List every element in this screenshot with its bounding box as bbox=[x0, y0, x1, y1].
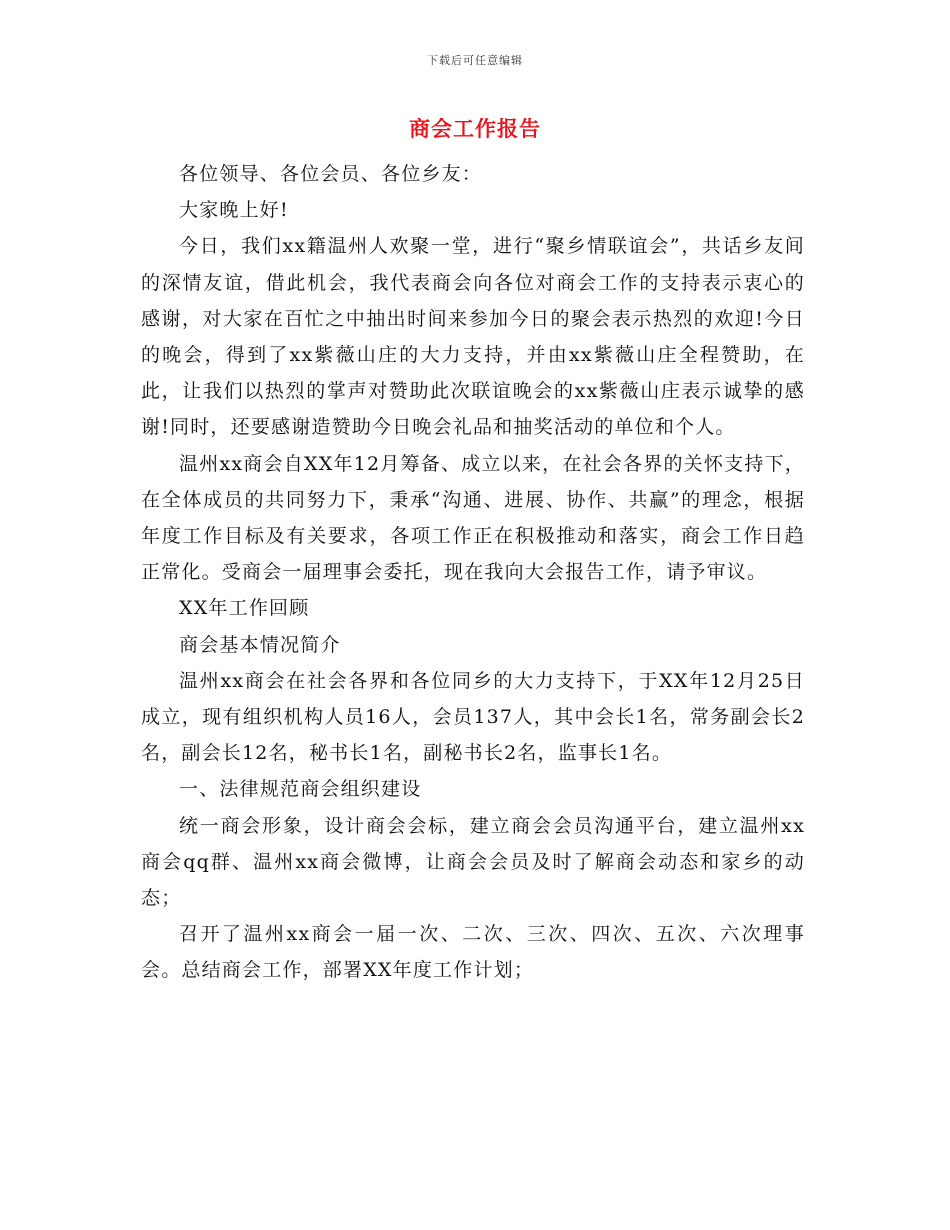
salutation-paragraph: 各位领导、各位会员、各位乡友： bbox=[179, 163, 483, 185]
subsection-heading: 商会基本情况简介 bbox=[179, 633, 341, 656]
body-paragraph: 召开了温州xx商会一届一次、二次、三次、四次、五次、六次理事会。总结商会工作，部署XX年度工作计划； bbox=[141, 923, 805, 982]
page-header-note: 下载后可任意编辑 bbox=[427, 54, 523, 67]
body-paragraph: 统一商会形象，设计商会会标，建立商会会员沟通平台，建立温州xx商会qq群、温州xx商会微博，让商会会员及时了解商会动态和家乡的动态； bbox=[141, 814, 805, 910]
document-body bbox=[141, 156, 805, 989]
document-title: 商会工作报告 bbox=[409, 116, 541, 141]
greeting-paragraph: 大家晚上好! bbox=[179, 199, 289, 222]
body-paragraph: 今日，我们xx籍温州人欢聚一堂，进行“聚乡情联谊会”，共话乡友间的深情友谊，借此机会，我代表商会向各位对商会工作的支持表示衷心的感谢，对大家在百忙之中抽出时间来参加今日的聚会表示热烈的欢迎!今日的晚会，得到了xx紫薇山庄的大力支持，并由xx紫薇山庄全程赞助，在此，让我们以热烈的掌声对赞助此次联谊晚会的xx紫薇山庄表示诚挚的感谢!同时，还要感谢造赞助今日晚会礼品和抽奖活动的单位和个人。 bbox=[141, 235, 805, 439]
body-paragraph: 温州xx商会在社会各界和各位同乡的大力支持下，于XX年12月25日成立，现有组织机构人员16人，会员137人，其中会长1名，常务副会长2名，副会长12名，秘书长1名，副秘书长2名，监事长1名。 bbox=[141, 669, 805, 765]
section-heading: 一、法律规范商会组织建设 bbox=[179, 778, 422, 801]
body-paragraph: 温州xx商会自XX年12月筹备、成立以来，在社会各界的关怀支持下，在全体成员的共同努力下，秉承“沟通、进展、协作、共赢”的理念，根据年度工作目标及有关要求，各项工作正在积极推动和落实，商会工作日趋正常化。受商会一届理事会委托，现在我向大会报告工作，请予审议。 bbox=[141, 452, 805, 584]
section-heading: XX年工作回顾 bbox=[179, 597, 310, 620]
